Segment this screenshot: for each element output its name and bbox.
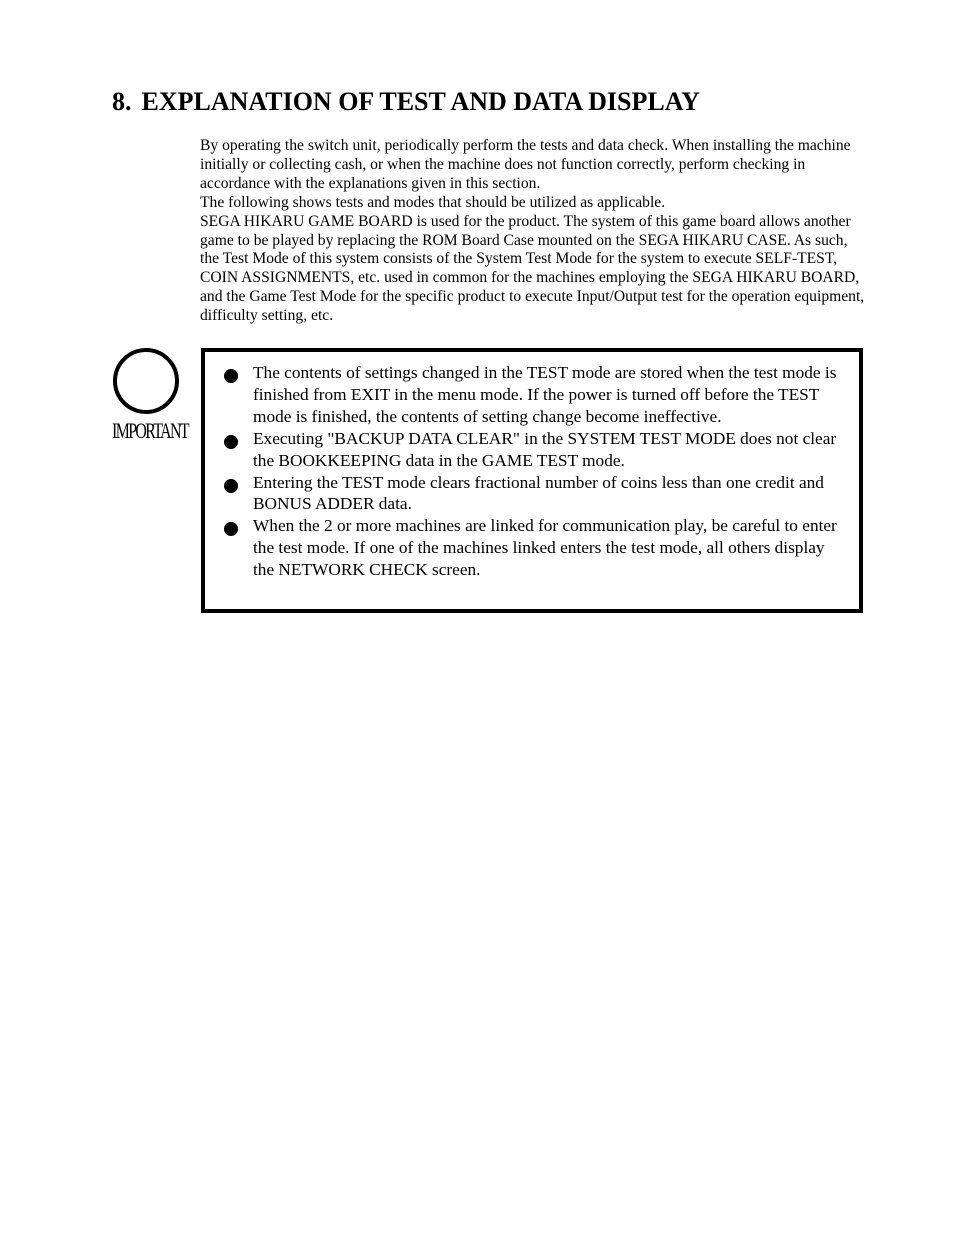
important-label: IMPORTANT — [112, 418, 188, 443]
important-circle-icon — [113, 348, 179, 414]
notice-text: The contents of settings changed in the TEST mode are stored when the test mode is finished from EXIT in the menu mode. If the power is turned off before the TEST mode is finished, the contents of setting change become ineffective. — [253, 363, 837, 426]
notice-text: When the 2 or more machines are linked for communication play, be careful to enter the test mode. If one of the machines linked enters the test mode, all others display the NETWORK CHECK screen. — [253, 516, 837, 580]
bullet-icon — [224, 522, 238, 536]
important-notice-list — [205, 352, 859, 581]
list-item — [205, 515, 859, 581]
intro-paragraph: The following shows tests and modes that should be utilized as applicable. — [200, 193, 666, 211]
intro-paragraph: By operating the switch unit, periodically perform the tests and data check. When installing the machine initially or collecting cash, or when the machine does not function correctly, perform checking in accordance with the explanations given in this section. — [200, 137, 851, 192]
section-title: EXPLANATION OF TEST AND DATA DISPLAY — [141, 87, 700, 116]
list-item — [205, 472, 859, 516]
section-heading — [112, 87, 700, 117]
bullet-icon — [224, 369, 238, 383]
important-mark — [112, 348, 188, 444]
list-item — [205, 362, 859, 428]
important-notice-box — [201, 348, 863, 613]
intro-paragraph: SEGA HIKARU GAME BOARD is used for the product. The system of this game board allows another game to be played by replacing the ROM Board Case mounted on the SEGA HIKARU CASE. As such, the Test Mode of this system consists of the System Test Mode for the system to execute SELF-TEST, COIN ASSIGNMENTS, etc. used in common for the machines employing the SEGA HIKARU BOARD, and the Game Test Mode for the specific product to execute Input/Output test for the operation equipment, difficulty setting, etc. — [200, 212, 865, 325]
notice-text: Executing "BACKUP DATA CLEAR" in the SYSTEM TEST MODE does not clear the BOOKKEEPING data in the GAME TEST mode. — [253, 428, 837, 470]
intro-text — [200, 137, 868, 326]
bullet-icon — [224, 435, 238, 449]
notice-text: Entering the TEST mode clears fractional number of coins less than one credit and BONUS ADDER data. — [253, 472, 824, 514]
list-item — [205, 428, 859, 472]
section-number: 8. — [112, 87, 132, 116]
bullet-icon — [224, 479, 238, 493]
